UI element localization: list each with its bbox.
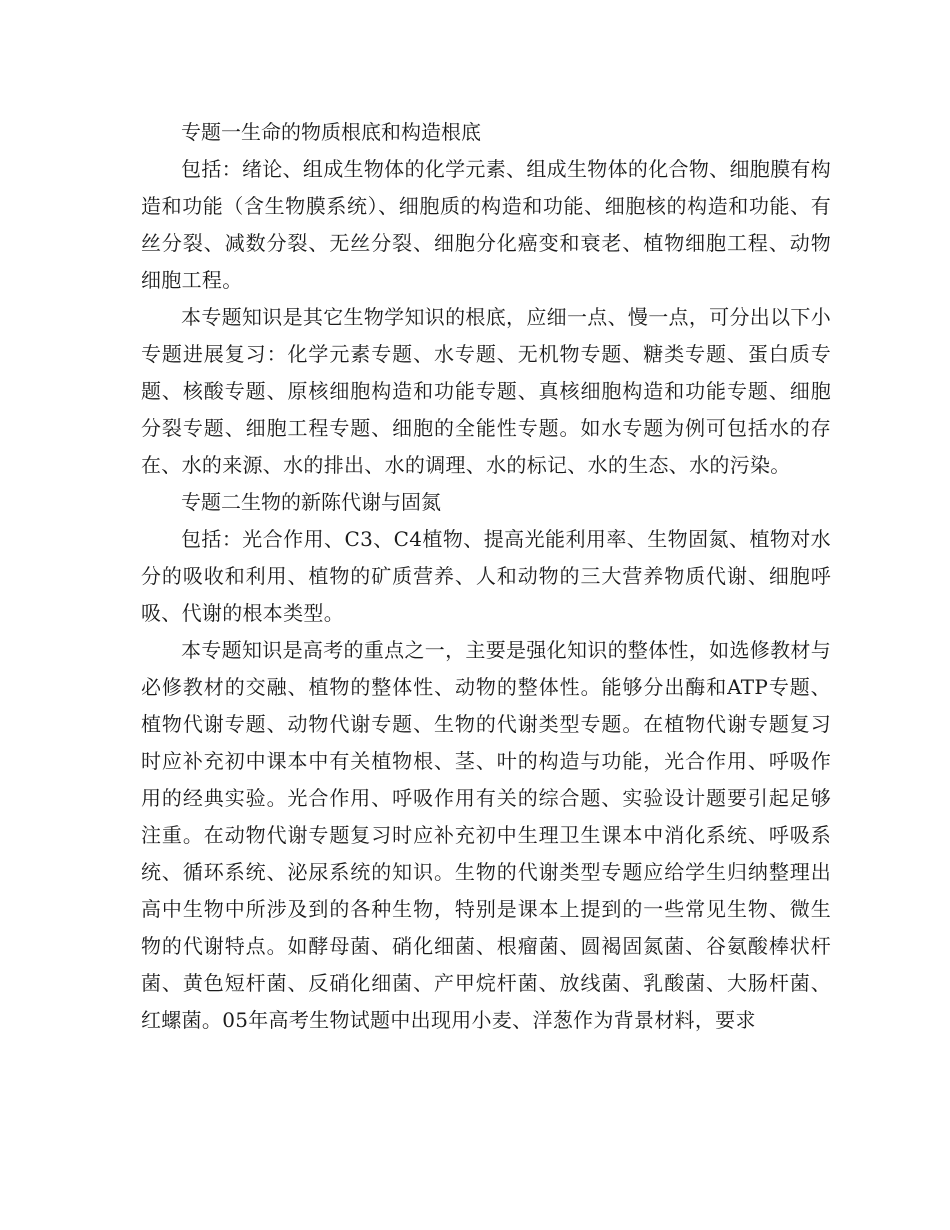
section-2-title: 专题二生物的新陈代谢与固氮 [181,490,441,514]
section-1-scope: 包括：绪论、组成生物体的化学元素、组成生物体的化合物、细胞膜有构造和功能（含生物膜系统）、细胞质的构造和功能、细胞核的构造和功能、有丝分裂、减数分裂、无丝分裂、细胞分化癌变和衰老、植物细胞工程、动物细胞工程。 [141,157,831,292]
document-body [141,114,831,1039]
section-2-scope: 包括：光合作用、C3、C4植物、提高光能利用率、生物固氮、植物对水分的吸收和利用、植物的矿质营养、人和动物的三大营养物质代谢、细胞呼吸、代谢的根本类型。 [141,527,831,625]
section-1-title: 专题一生命的物质根底和构造根底 [181,120,481,144]
section-1-body: 本专题知识是其它生物学知识的根底，应细一点、慢一点，可分出以下小专题进展复习：化学元素专题、水专题、无机物专题、糖类专题、蛋白质专题、核酸专题、原核细胞构造和功能专题、真核细胞构造和功能专题、细胞分裂专题、细胞工程专题、细胞的全能性专题。如水专题为例可包括水的存在、水的来源、水的排出、水的调理、水的标记、水的生态、水的污染。 [141,305,831,477]
section-2-body: 本专题知识是高考的重点之一，主要是强化知识的整体性，如选修教材与必修教材的交融、植物的整体性、动物的整体性。能够分出酶和ATP专题、植物代谢专题、动物代谢专题、生物的代谢类型专题。在植物代谢专题复习时应补充初中课本中有关植物根、茎、叶的构造与功能，光合作用、呼吸作用的经典实验。光合作用、呼吸作用有关的综合题、实验设计题要引起足够注重。在动物代谢专题复习时应补充初中生理卫生课本中消化系统、呼吸系统、循环系统、泌尿系统的知识。生物的代谢类型专题应给学生归纳整理出高中生物中所涉及到的各种生物，特别是课本上提到的一些常见生物、微生物的代谢特点。如酵母菌、硝化细菌、根瘤菌、圆褐固氮菌、谷氨酸棒状杆菌、黄色短杆菌、反硝化细菌、产甲烷杆菌、放线菌、乳酸菌、大肠杆菌、红螺菌。05年高考生物试题中出现用小麦、洋葱作为背景材料，要求 [141,638,831,1032]
